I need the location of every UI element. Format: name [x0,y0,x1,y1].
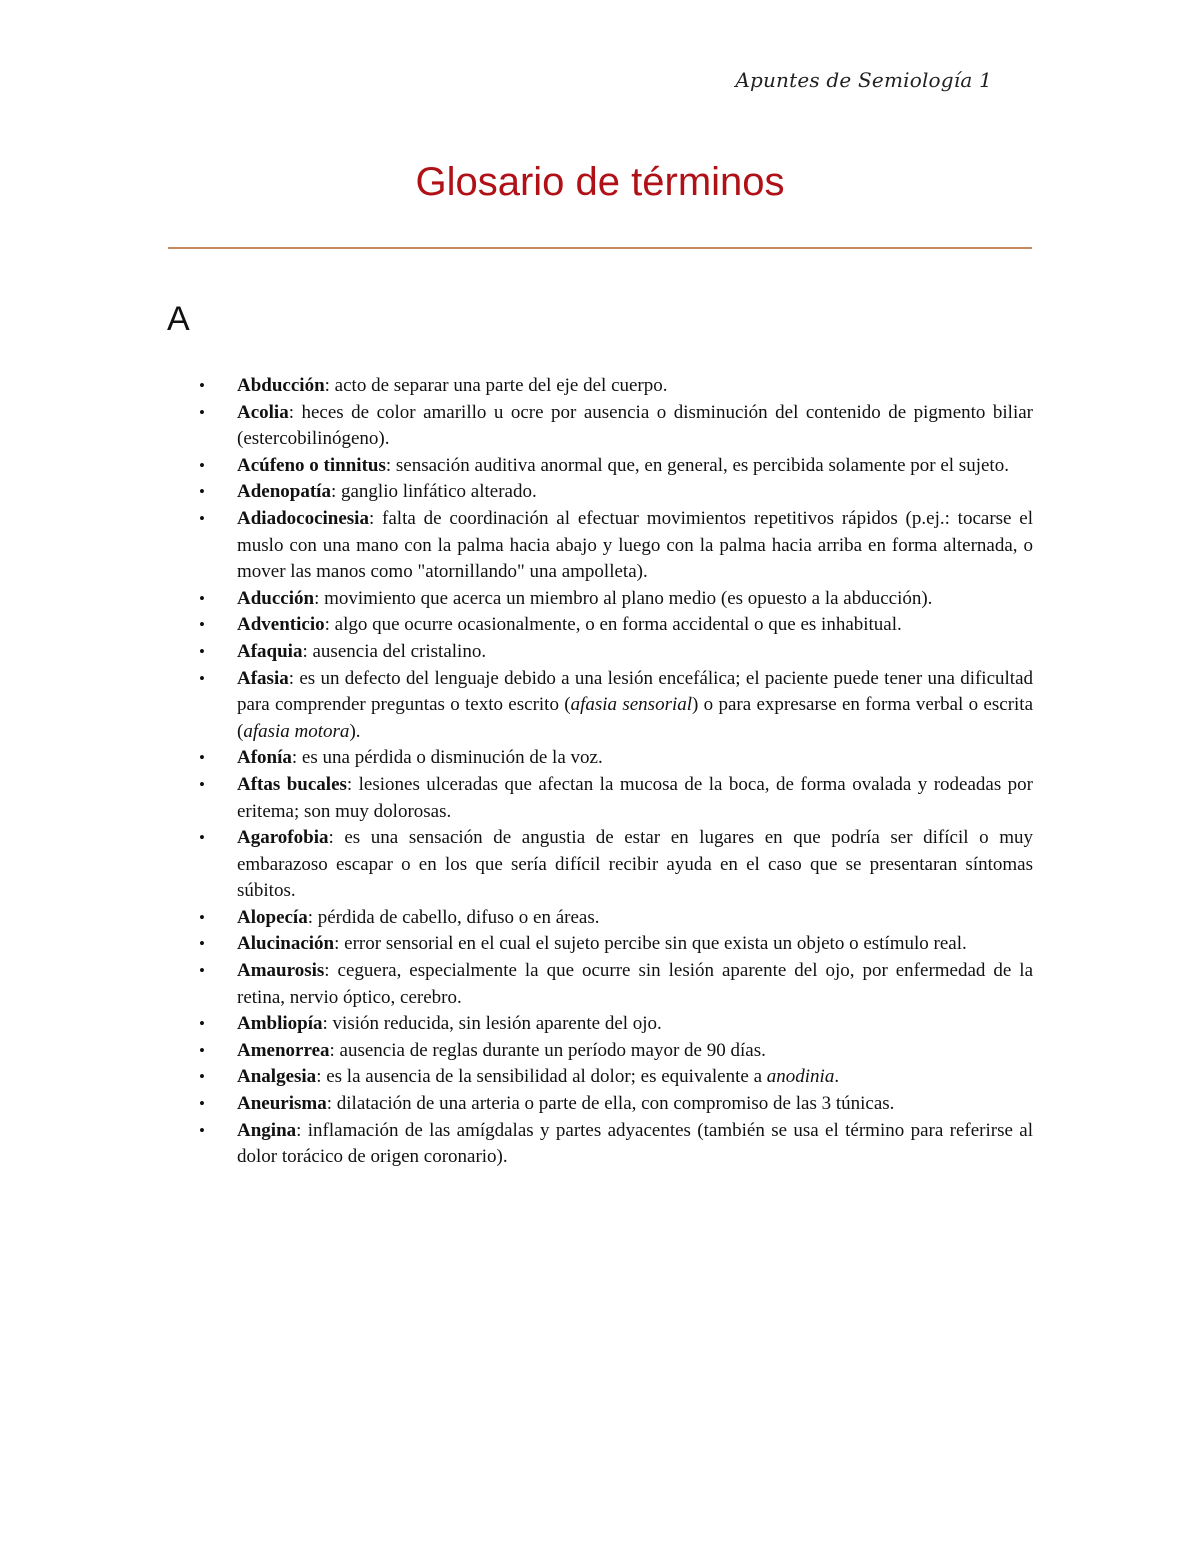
entry-term: Aftas bucales [237,773,347,795]
entry-term: Amenorrea [237,1039,330,1061]
entry-term: Aducción [237,587,315,609]
glossary-entry [199,1118,1033,1171]
bullet-icon: • [199,402,205,422]
glossary-entry [199,373,1033,400]
entry-definition: : sensación auditiva anormal que, en general, es percibida solamente por el sujeto. [385,454,1009,476]
entry-definition: : visión reducida, sin lesión aparente del ojo. [322,1013,662,1035]
entry-definition: : es un defecto del lenguaje debido a una lesión encefálica; el paciente puede tener una dificultad para comprender preguntas o texto escrito ( [237,667,1033,716]
bullet-icon: • [199,1014,205,1034]
bullet-icon: • [199,508,205,528]
entry-term: Analgesia [237,1066,317,1088]
entry-definition: : heces de color amarillo u ocre por ausencia o disminución del contenido de pigmento biliar (estercobilinógeno). [237,401,1033,450]
bullet-icon: • [199,934,205,954]
entry-definition: : pérdida de cabello, difuso o en áreas. [307,906,600,928]
glossary-entry [199,825,1033,905]
bullet-icon: • [199,1120,205,1140]
entry-definition: : ganglio linfático alterado. [330,481,537,503]
entry-term: Angina [237,1119,297,1141]
entry-definition: : lesiones ulceradas que afectan la mucosa de la boca, de forma ovalada y rodeadas por eritema; son muy dolorosas. [237,773,1033,822]
glossary-entry [199,612,1033,639]
entry-term: Agarofobia [237,827,329,849]
section-letter: A [167,300,190,338]
entry-term: Alopecía [237,906,308,928]
entry-term: Alucinación [237,933,335,955]
entry-term: Acolia [237,401,289,423]
glossary-entry [199,1011,1033,1038]
bullet-icon: • [199,828,205,848]
bullet-icon: • [199,641,205,661]
bullet-icon: • [199,588,205,608]
bullet-icon: • [199,961,205,981]
bullet-icon: • [199,482,205,502]
entry-term: Adenopatía [237,481,331,503]
glossary-entry [199,905,1033,932]
entry-term: Aneurisma [237,1093,327,1115]
glossary-entry [199,745,1033,772]
entry-definition: : error sensorial en el cual el sujeto percibe sin que exista un objeto o estímulo real. [334,933,967,955]
bullet-icon: • [199,1040,205,1060]
bullet-icon: • [199,774,205,794]
bullet-icon: • [199,376,205,395]
glossary-entry [199,666,1034,746]
entry-emphasis: afasia sensorial [570,694,693,716]
entry-definition: ). [349,720,361,742]
running-header: Apuntes de Semiología 1 [735,68,992,92]
entry-term: Amaurosis [237,960,325,982]
entry-term: Acúfeno o tinnitus [237,454,386,476]
entry-definition: : ausencia del cristalino. [302,640,487,662]
entry-definition: . [834,1066,840,1088]
bullet-icon: • [199,615,205,635]
entry-term: Ambliopía [237,1013,323,1035]
entry-definition: : dilatación de una arteria o parte de ella, con compromiso de las 3 túnicas. [326,1093,895,1115]
title-divider [168,247,1032,249]
entry-term: Afasia [237,667,289,689]
page-title: Glosario de términos [415,160,785,204]
entry-definition: : algo que ocurre ocasionalmente, o en forma accidental o que es inhabitual. [324,614,902,636]
glossary-entry [199,639,1033,666]
glossary-entry [199,400,1033,453]
entry-definition: : movimiento que acerca un miembro al plano medio (es opuesto a la abducción). [314,587,933,609]
entry-definition: : es la ausencia de la sensibilidad al dolor; es equivalente a [316,1066,767,1088]
glossary-entry [199,1091,1033,1118]
glossary-entry [199,958,1033,1011]
glossary-entry [199,586,1033,613]
bullet-icon: • [199,748,205,768]
entry-emphasis: anodinia [766,1066,835,1088]
entry-term: Abducción [237,375,325,396]
bullet-icon: • [199,455,205,475]
entry-emphasis: afasia motora [243,720,350,742]
glossary-entry [199,1038,1033,1065]
entry-definition: : inflamación de las amígdalas y partes adyacentes (también se usa el término para referirse al dolor torácico de origen coronario). [237,1119,1033,1168]
glossary-entry [199,479,1033,506]
glossary-entry [199,772,1033,825]
entry-definition: : ceguera, especialmente la que ocurre sin lesión aparente del ojo, por enfermedad de la retina, nervio óptico, cerebro. [237,960,1033,1008]
glossary-list [199,373,1034,1171]
bullet-icon: • [199,1067,205,1087]
entry-definition: : acto de separar una parte del eje del cuerpo. [324,375,668,396]
entry-term: Afaquia [237,640,303,662]
entry-term: Afonía [237,747,292,769]
glossary-entry [199,506,1033,586]
entry-term: Adventicio [237,614,325,636]
entry-definition: : falta de coordinación al efectuar movimientos repetitivos rápidos (p.ej.: tocarse el muslo con una mano con la palma hacia abajo y luego con la palma hacia arriba en forma alternada, o mover las manos como "atornillando" una ampolleta). [237,507,1033,583]
bullet-icon: • [199,668,205,688]
glossary-entry [199,1064,1033,1091]
entry-definition: : es una pérdida o disminución de la voz. [291,747,603,769]
entry-definition: ) o para expresarse en forma verbal o escrita ( [237,694,1034,742]
bullet-icon: • [199,1094,205,1114]
glossary-entry [199,931,1033,958]
bullet-icon: • [199,907,205,927]
entry-definition: : es una sensación de angustia de estar en lugares en que podría ser difícil o muy embarazoso escapar o en los que sería difícil recibir ayuda en el caso que se presentaran síntomas súbitos. [237,827,1033,902]
entry-definition: : ausencia de reglas durante un período mayor de 90 días. [329,1039,766,1061]
glossary-entry [199,453,1033,480]
entry-term: Adiadococinesia [237,507,369,529]
